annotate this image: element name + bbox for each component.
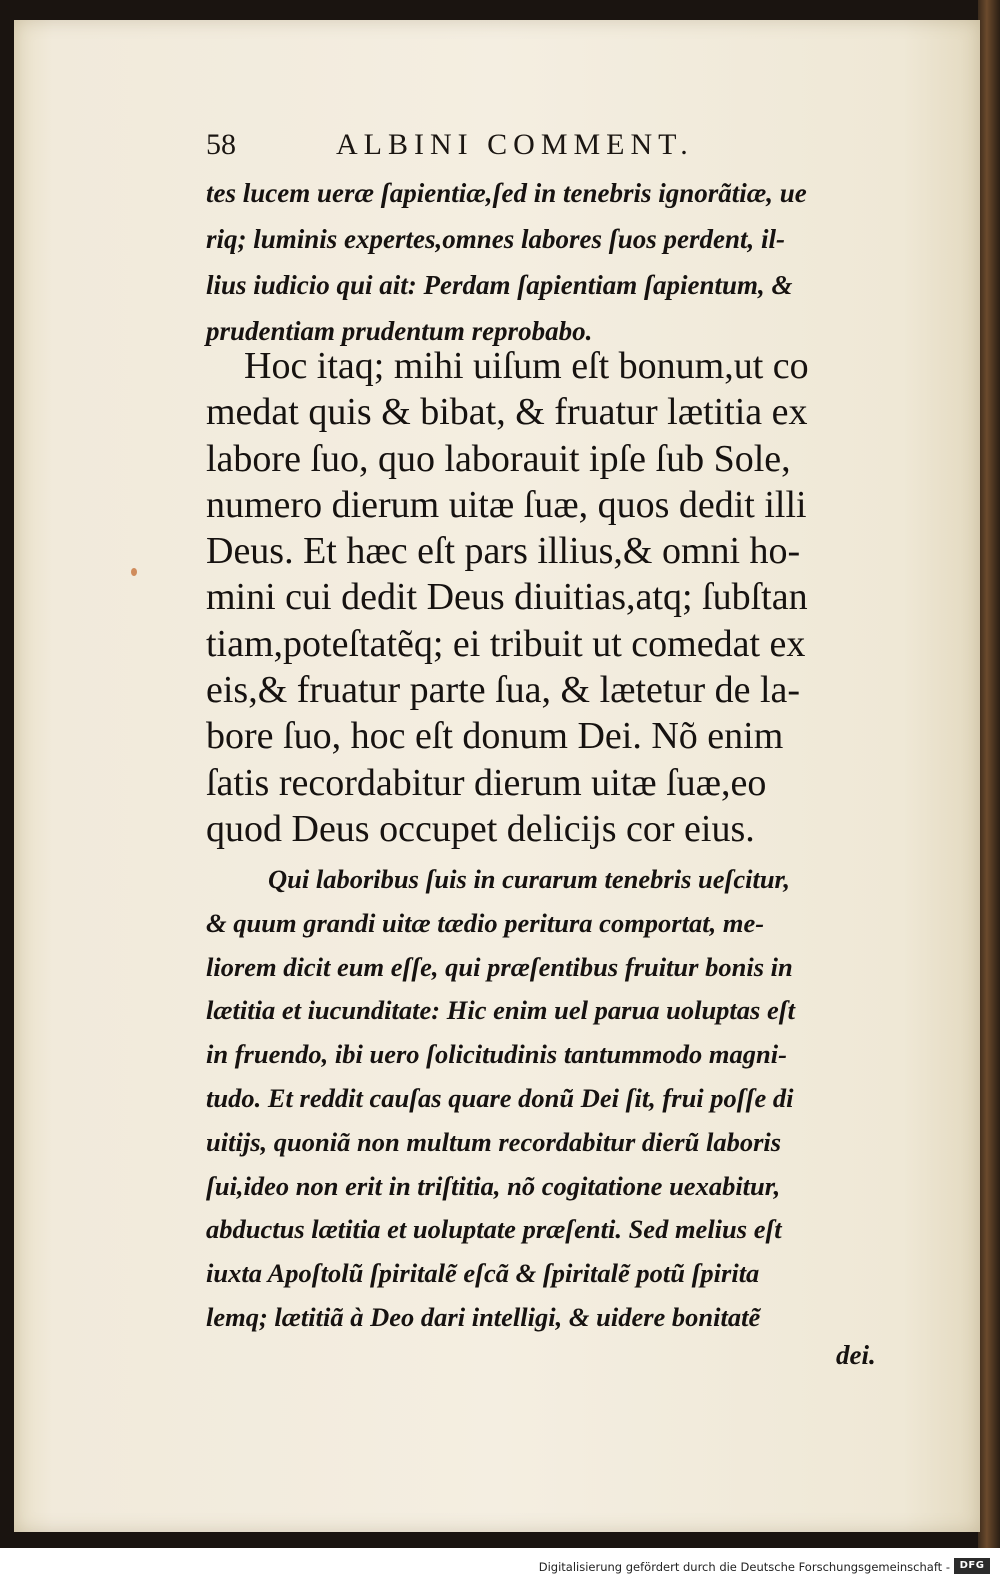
catchword: dei. [836,1340,876,1370]
text-line: uitijs, quoniã non multum recordabitur dierũ laboris [206,1126,782,1157]
text-line: tes lucem ueræ ſapientiæ,ſed in tenebris ignorãtiæ, ue [206,178,807,208]
text-line: lius iudicio qui ait: Perdam ſapientiam ſapientum, & [206,270,793,300]
text-line: ſui,ideo non erit in triſtitia, nõ cogitatione uexabitur, [206,1170,781,1201]
funding-notice: Digitalisierung gefördert durch die Deutsche Forschungsgemeinschaft - [538,1560,950,1574]
text-line: Hoc itaq; mihi uiſum eſt bonum,ut co [244,345,809,387]
digitization-footer [0,1548,1000,1587]
page-number: 58 [206,128,236,161]
text-line: numero dierum uitæ ſuæ, quos dedit illi [206,483,807,526]
text-line: quod Deus occupet delicijs cor eius. [206,807,755,850]
text-line: abductus lætitia et uoluptate præſenti. Sed melius eſt [206,1214,782,1245]
text-line: eis,& fruatur parte ſua, & lætetur de la- [206,669,801,712]
text-line: mini cui dedit Deus diuitias,atq; ſubſtan [206,576,808,619]
text-line: lætitia et iucunditate: Hic enim uel parua uoluptas eſt [206,995,795,1026]
text-line: liorem dicit eum eſſe, qui præſentibus fruitur bonis in [206,951,793,982]
dfg-logo: DFG [954,1558,990,1574]
italic-commentary-top [206,170,886,354]
text-line: bore ſuo, hoc eſt donum Dei. Nõ enim [206,715,784,758]
text-line: ſatis recordabitur dierum uitæ ſuæ,eo [206,761,767,804]
text-line: Deus. Et hæc eſt pars illius,& omni ho- [206,530,801,573]
paper-stain [131,568,137,576]
text-line: prudentiam prudentum reprobabo. [206,316,593,346]
scripture-text [206,343,886,852]
text-line: iuxta Apoſtolũ ſpiritalẽ eſcã & ſpiritalẽ potũ ſpirita [206,1258,760,1289]
page-header [206,128,776,168]
book-edge [978,0,1000,1587]
text-line: Qui laboribus ſuis in curarum tenebris ueſcitur, [268,864,791,894]
text-line: riq; luminis expertes,omnes labores ſuos perdent, il- [206,224,786,254]
text-line: lemq; lætitiã à Deo dari intelligi, & uidere bonitatẽ [206,1301,761,1332]
italic-commentary-bottom [206,858,886,1340]
text-line: labore ſuo, quo laborauit ipſe ſub Sole, [206,437,791,480]
text-line: & quum grandi uitæ tædio peritura comportat, me- [206,907,765,938]
text-line: in fruendo, ibi uero ſolicitudinis tantummodo magni- [206,1039,787,1070]
text-line: tudo. Et reddit cauſas quare donũ Dei ſit, frui poſſe di [206,1082,794,1113]
text-line: medat quis & bibat, & fruatur lætitia ex [206,391,808,434]
text-line: tiam,poteſtatẽq; ei tribuit ut comedat ex [206,622,806,665]
running-title: ALBINI COMMENT. [336,128,694,161]
